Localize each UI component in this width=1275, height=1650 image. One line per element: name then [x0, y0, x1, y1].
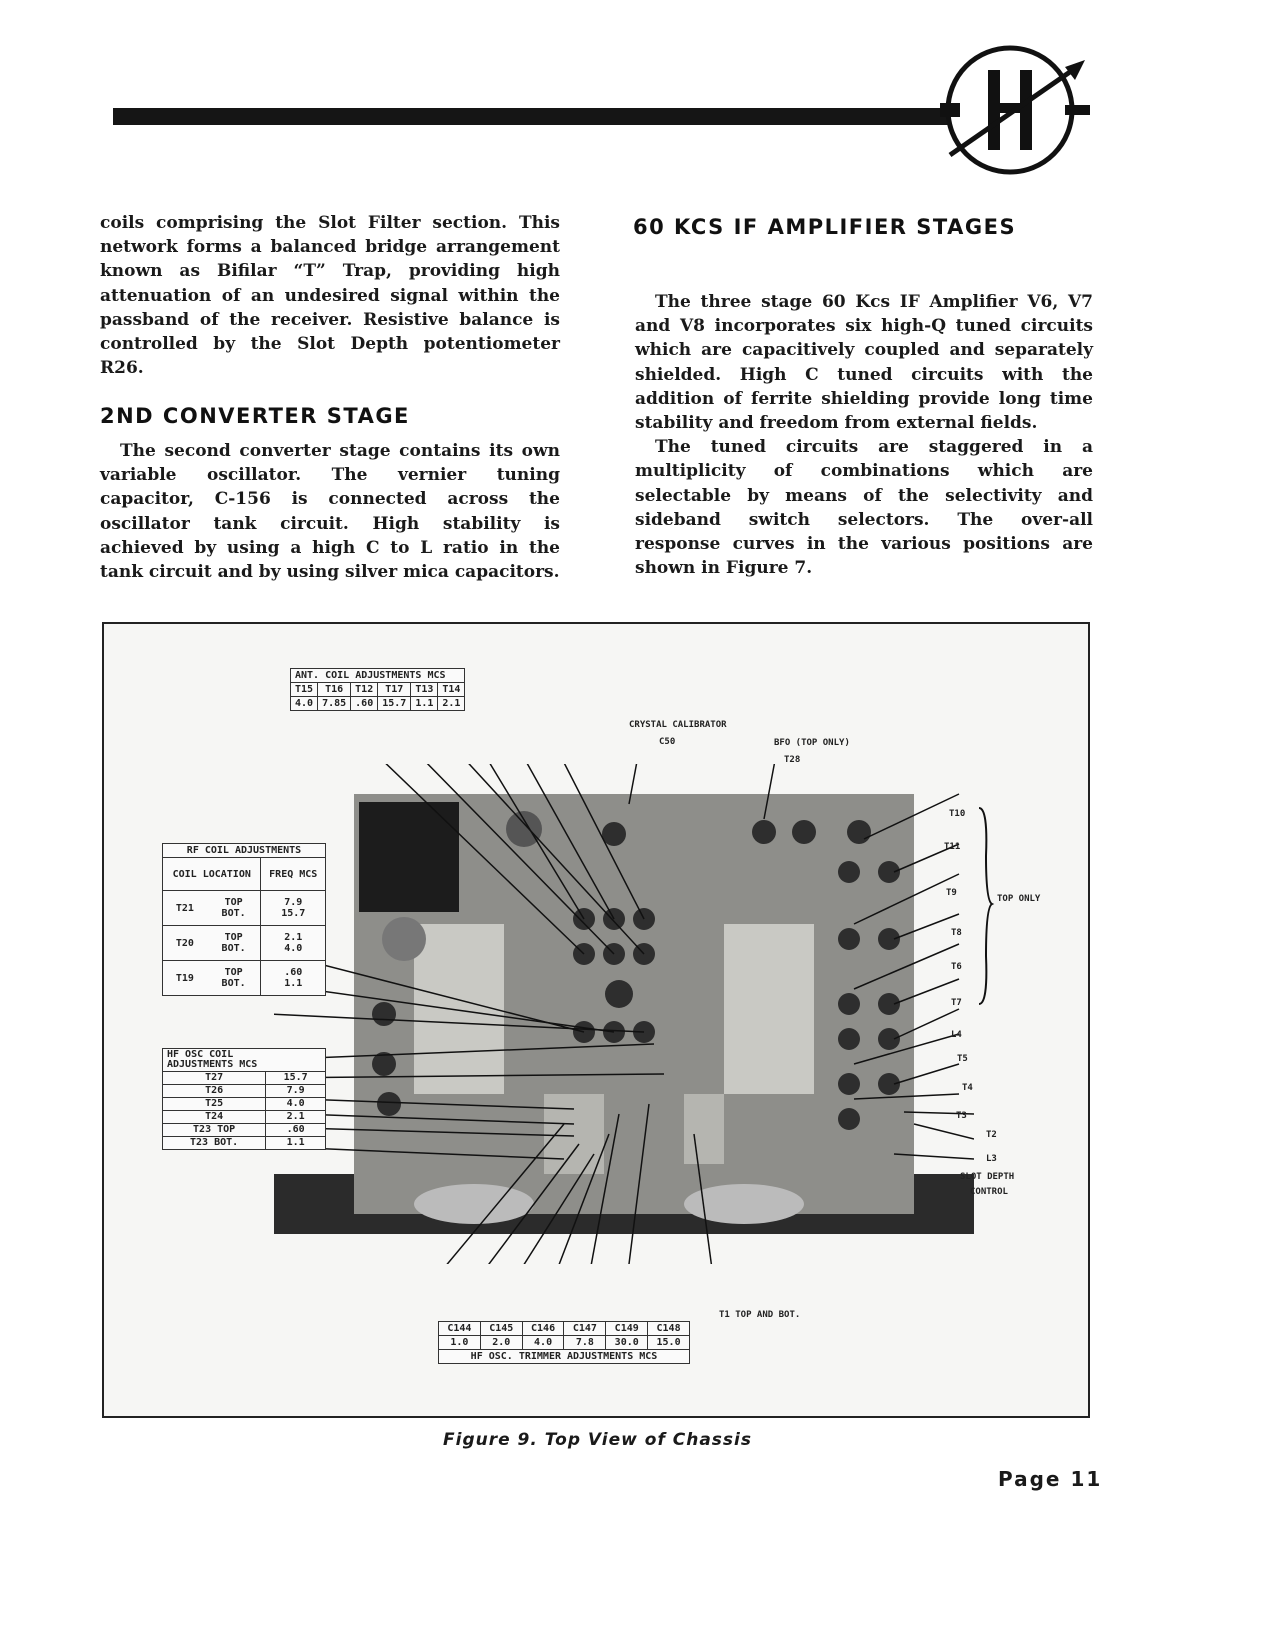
cell: T26 — [163, 1085, 266, 1098]
label-slot-depth: SLOT DEPTH — [960, 1172, 1015, 1182]
right-column — [635, 290, 1093, 580]
label-t28: T28 — [784, 755, 801, 765]
converter-paragraph: The second converter stage contains its own variable oscillator. The vernier tuning capacitor, C-156 is connected across the oscillator tank circuit. High stability is achieved by using a high C to L ratio in the tank circuit and by using silver mica capacitors. — [100, 441, 560, 583]
cell: BOT. — [221, 908, 246, 919]
cell: 4.0 — [291, 697, 318, 711]
cell: C146 — [522, 1322, 564, 1336]
label-slot-control: CONTROL — [970, 1187, 1008, 1197]
hf-table-title: ADJUSTMENTS MCS — [167, 1059, 258, 1070]
label-crystal: CRYSTAL CALIBRATOR — [629, 720, 727, 730]
label-t8: T8 — [951, 928, 962, 938]
label-c50: C50 — [659, 737, 676, 747]
header-rule — [113, 108, 953, 125]
cell: 2.1 — [284, 932, 303, 943]
cell: T16 — [318, 683, 351, 697]
label-t11: T11 — [944, 842, 961, 852]
hallicrafters-logo-icon — [940, 45, 1090, 175]
left-column — [100, 211, 560, 380]
cell: 15.7 — [378, 697, 411, 711]
cell: TOP — [224, 897, 243, 908]
cell: T27 — [163, 1072, 266, 1085]
cell: BOT. — [221, 943, 246, 954]
ant-coil-table — [290, 668, 465, 711]
trimmer-table — [438, 1321, 690, 1364]
cell: C145 — [480, 1322, 522, 1336]
cell: 7.85 — [318, 697, 351, 711]
rf-table-title: RF COIL ADJUSTMENTS — [163, 844, 326, 858]
cell: 1.1 — [284, 978, 303, 989]
cell: COIL LOCATION — [163, 858, 261, 891]
label-t5: T5 — [957, 1054, 968, 1064]
cell: 7.9 — [284, 897, 303, 908]
cell: 15.7 — [281, 908, 306, 919]
label-t2: T2 — [986, 1130, 997, 1140]
cell: 7.8 — [564, 1336, 606, 1350]
cell: FREQ MCS — [261, 858, 326, 891]
cell: TOP — [224, 932, 243, 943]
cell: T21 — [163, 891, 207, 926]
cell: 1.1 — [266, 1137, 326, 1150]
label-t1: T1 TOP AND BOT. — [719, 1310, 801, 1320]
cell: C147 — [564, 1322, 606, 1336]
cell: 2.1 — [438, 697, 465, 711]
cell: T24 — [163, 1111, 266, 1124]
cell: T15 — [291, 683, 318, 697]
heading-if-amplifier: 60 KCS IF AMPLIFIER STAGES — [633, 215, 1017, 239]
cell: T23 TOP — [163, 1124, 266, 1137]
cell: BOT. — [221, 978, 246, 989]
label-bfo: BFO (TOP ONLY) — [774, 738, 850, 748]
cell: 15.7 — [266, 1072, 326, 1085]
cell: 4.0 — [522, 1336, 564, 1350]
cell: 1.0 — [439, 1336, 481, 1350]
label-top-only: TOP ONLY — [997, 894, 1041, 904]
label-t9: T9 — [946, 888, 957, 898]
cell: T13 — [411, 683, 438, 697]
label-t4: T4 — [962, 1083, 973, 1093]
cell: .60 — [284, 967, 303, 978]
label-t10: T10 — [949, 809, 966, 819]
if-paragraph-1: The three stage 60 Kcs IF Amplifier V6, V7 and V8 incorporates six high-Q tuned circuits which are capacitively coupled and separately shielded. High C tuned circuits with the addition of ferrite shielding provide long time stability and freedom from external fields. — [635, 292, 1093, 434]
ant-table-title: ANT. COIL ADJUSTMENTS MCS — [291, 669, 465, 683]
cell: .60 — [351, 697, 378, 711]
cell: 4.0 — [284, 943, 303, 954]
cell: 2.1 — [266, 1111, 326, 1124]
cell: 7.9 — [266, 1085, 326, 1098]
label-l3: L3 — [986, 1154, 997, 1164]
hf-table-title: HF OSC COIL — [167, 1049, 234, 1060]
rf-coil-table — [162, 843, 326, 996]
label-t6: T6 — [951, 962, 962, 972]
cell: T14 — [438, 683, 465, 697]
if-paragraph-2: The tuned circuits are staggered in a multiplicity of combinations which are selectable by means of the selectivity and sideband switch selectors. The over-all response curves in the various positions are shown in Figure 7. — [635, 437, 1093, 579]
cell: C148 — [648, 1322, 690, 1336]
trimmer-table-title: HF OSC. TRIMMER ADJUSTMENTS MCS — [439, 1350, 690, 1364]
cell: 4.0 — [266, 1098, 326, 1111]
chassis-photo — [274, 764, 974, 1264]
cell: T20 — [163, 926, 207, 961]
cell: T12 — [351, 683, 378, 697]
heading-2nd-converter: 2ND CONVERTER STAGE — [100, 404, 410, 428]
label-t3: T3 — [956, 1111, 967, 1121]
cell: T17 — [378, 683, 411, 697]
label-l4: L4 — [951, 1030, 962, 1040]
cell: T23 BOT. — [163, 1137, 266, 1150]
cell: 30.0 — [606, 1336, 648, 1350]
figure-caption: Figure 9. Top View of Chassis — [443, 1430, 752, 1450]
hf-osc-coil-table — [162, 1048, 326, 1150]
slot-filter-paragraph: coils comprising the Slot Filter section. This network forms a balanced bridge arrangement known as Bifilar “T” Trap, providing high attenuation of an undesired signal within the passband of the receiver. Resistive balance is controlled by the Slot Depth potentiometer R26. — [100, 213, 560, 379]
brace-icon — [976, 806, 996, 1006]
cell: TOP — [224, 967, 243, 978]
cell: 15.0 — [648, 1336, 690, 1350]
figure-chassis-top-view — [102, 622, 1090, 1418]
cell: C144 — [439, 1322, 481, 1336]
cell: T25 — [163, 1098, 266, 1111]
cell: C149 — [606, 1322, 648, 1336]
cell: 1.1 — [411, 697, 438, 711]
page-number: Page 11 — [998, 1467, 1103, 1491]
cell: 2.0 — [480, 1336, 522, 1350]
cell: T19 — [163, 961, 207, 996]
cell: .60 — [266, 1124, 326, 1137]
label-t7: T7 — [951, 998, 962, 1008]
